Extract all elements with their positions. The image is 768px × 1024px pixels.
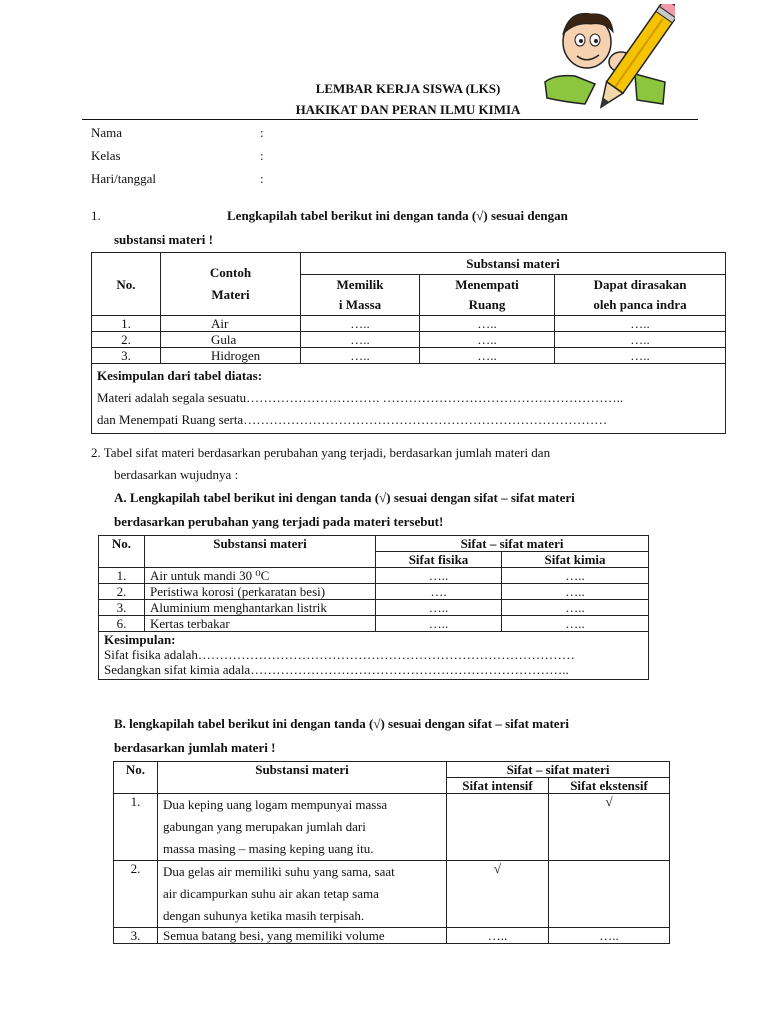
table-row: [92, 316, 726, 332]
table-row: [99, 568, 649, 584]
answer-blank[interactable]: …..: [376, 600, 502, 616]
row-number: 3.: [99, 600, 145, 616]
worksheet-title: LEMBAR KERJA SISWA (LKS): [315, 81, 501, 96]
answer-blank[interactable]: …..: [376, 568, 502, 584]
table-row: [114, 861, 670, 928]
name-colon: :: [260, 125, 264, 140]
q2b-table: [113, 761, 670, 944]
q2a-header-sifat: Sifat – sifat materi: [376, 536, 649, 552]
table-row: [99, 584, 649, 600]
worksheet-subtitle: HAKIKAT DAN PERAN ILMU KIMIA: [295, 102, 521, 117]
name-label: Nama: [91, 125, 123, 140]
answer-blank[interactable]: …..: [502, 568, 649, 584]
q1-instruction-cont: substansi materi !: [114, 232, 213, 247]
q2b-header-no: No.: [114, 762, 158, 794]
row-substance: Kertas terbakar: [145, 616, 376, 632]
q1-header-indra: Dapat dirasakan oleh panca indra: [555, 275, 726, 316]
q2a-table: [98, 535, 649, 680]
row-number: 1.: [92, 316, 161, 332]
row-substance: Air: [161, 316, 301, 332]
q2b-header-ekstensif: Sifat ekstensif: [549, 778, 670, 794]
answer-blank[interactable]: …..: [502, 616, 649, 632]
q1-conclusion[interactable]: [92, 364, 726, 434]
header-divider: [82, 119, 698, 120]
date-colon: :: [260, 171, 264, 186]
row-number: 1.: [114, 794, 158, 861]
answer-blank[interactable]: …..: [555, 332, 726, 348]
answer-blank[interactable]: …..: [301, 316, 420, 332]
q1-conclusion-label: Kesimpulan dari tabel diatas:: [97, 368, 263, 383]
table-row: [92, 332, 726, 348]
answer-cell[interactable]: [447, 794, 549, 861]
answer-cell[interactable]: [549, 861, 670, 928]
row-substance: Semua batang besi, yang memiliki volume: [158, 928, 447, 944]
q1-number: 1.: [91, 208, 101, 223]
q2a-instruction: A. Lengkapilah tabel berikut ini dengan tanda (√) sesuai dengan sifat – sifat materi: [114, 490, 575, 505]
q1-header-no: No.: [92, 253, 161, 316]
q1-table: [91, 252, 726, 434]
answer-blank[interactable]: …..: [447, 928, 549, 944]
q2a-conclusion-line1: Sifat fisika adalah……………………………………………………………………………: [104, 647, 575, 662]
q2a-conclusion-line2: Sedangkan sifat kimia adala………………………………………………………………..: [104, 662, 569, 677]
q2b-header-substansi: Substansi materi: [158, 762, 447, 794]
q2-intro: 2. Tabel sifat materi berdasarkan perubahan yang terjadi, berdasarkan jumlah materi dan: [91, 445, 551, 460]
answer-blank[interactable]: …..: [420, 332, 555, 348]
date-label: Hari/tanggal: [91, 171, 156, 186]
checkmark-cell[interactable]: √: [549, 794, 670, 861]
q2a-instruction-cont: berdasarkan perubahan yang terjadi pada materi tersebut!: [114, 514, 444, 529]
table-row: [99, 600, 649, 616]
row-number: 2.: [92, 332, 161, 348]
q2a-header-fisika: Sifat fisika: [376, 552, 502, 568]
q1-conclusion-line2: dan Menempati Ruang serta…………………………………………………………………………: [97, 412, 608, 427]
row-number: 1.: [99, 568, 145, 584]
answer-blank[interactable]: …..: [555, 316, 726, 332]
answer-blank[interactable]: …..: [301, 332, 420, 348]
checkmark-cell[interactable]: √: [447, 861, 549, 928]
row-substance: Hidrogen: [161, 348, 301, 364]
class-colon: :: [260, 148, 264, 163]
q1-instruction: Lengkapilah tabel berikut ini dengan tanda (√) sesuai dengan: [227, 208, 568, 223]
answer-blank[interactable]: …..: [301, 348, 420, 364]
q2-intro-cont: berdasarkan wujudnya :: [114, 467, 239, 482]
q2a-header-substansi: Substansi materi: [145, 536, 376, 568]
row-substance: Dua gelas air memiliki suhu yang sama, saat air dicampurkan suhu air akan tetap sama dengan suhunya ketika masih terpisah.: [158, 861, 447, 928]
answer-blank[interactable]: …..: [502, 584, 649, 600]
q2a-header-no: No.: [99, 536, 145, 568]
answer-blank[interactable]: …..: [420, 316, 555, 332]
answer-blank[interactable]: …..: [555, 348, 726, 364]
row-number: 6.: [99, 616, 145, 632]
answer-blank[interactable]: …..: [549, 928, 670, 944]
q1-header-ruang: Menempati Ruang: [420, 275, 555, 316]
q2a-header-kimia: Sifat kimia: [502, 552, 649, 568]
q1-header-massa: Memilik i Massa: [301, 275, 420, 316]
answer-blank[interactable]: ….: [376, 584, 502, 600]
q2b-instruction: B. lengkapilah tabel berikut ini dengan tanda (√) sesuai dengan sifat – sifat materi: [114, 716, 569, 731]
row-substance: Air untuk mandi 30 ⁰C: [145, 568, 376, 584]
class-label: Kelas: [91, 148, 121, 163]
q1-header-contoh: Contoh Materi: [161, 253, 301, 316]
q2a-conclusion[interactable]: [99, 632, 649, 680]
row-substance: Peristiwa korosi (perkaratan besi): [145, 584, 376, 600]
q2b-header-intensif: Sifat intensif: [447, 778, 549, 794]
row-substance: Aluminium menghantarkan listrik: [145, 600, 376, 616]
q2b-instruction-cont: berdasarkan jumlah materi !: [114, 740, 276, 755]
q2a-conclusion-label: Kesimpulan:: [104, 632, 176, 647]
row-number: 3.: [114, 928, 158, 944]
table-row: [114, 928, 670, 944]
answer-blank[interactable]: …..: [420, 348, 555, 364]
q1-header-substansi: Substansi materi: [301, 253, 726, 275]
row-number: 2.: [114, 861, 158, 928]
row-number: 3.: [92, 348, 161, 364]
q1-conclusion-line1: Materi adalah segala sesuatu…………………………. ………………………………………………..: [97, 390, 624, 405]
row-number: 2.: [99, 584, 145, 600]
row-substance: Gula: [161, 332, 301, 348]
table-row: [114, 794, 670, 861]
answer-blank[interactable]: …..: [502, 600, 649, 616]
table-row: [99, 616, 649, 632]
answer-blank[interactable]: …..: [376, 616, 502, 632]
row-substance: Dua keping uang logam mempunyai massa gabungan yang merupakan jumlah dari massa masing – masing keping uang itu.: [158, 794, 447, 861]
table-row: [92, 348, 726, 364]
q2b-header-sifat: Sifat – sifat materi: [447, 762, 670, 778]
